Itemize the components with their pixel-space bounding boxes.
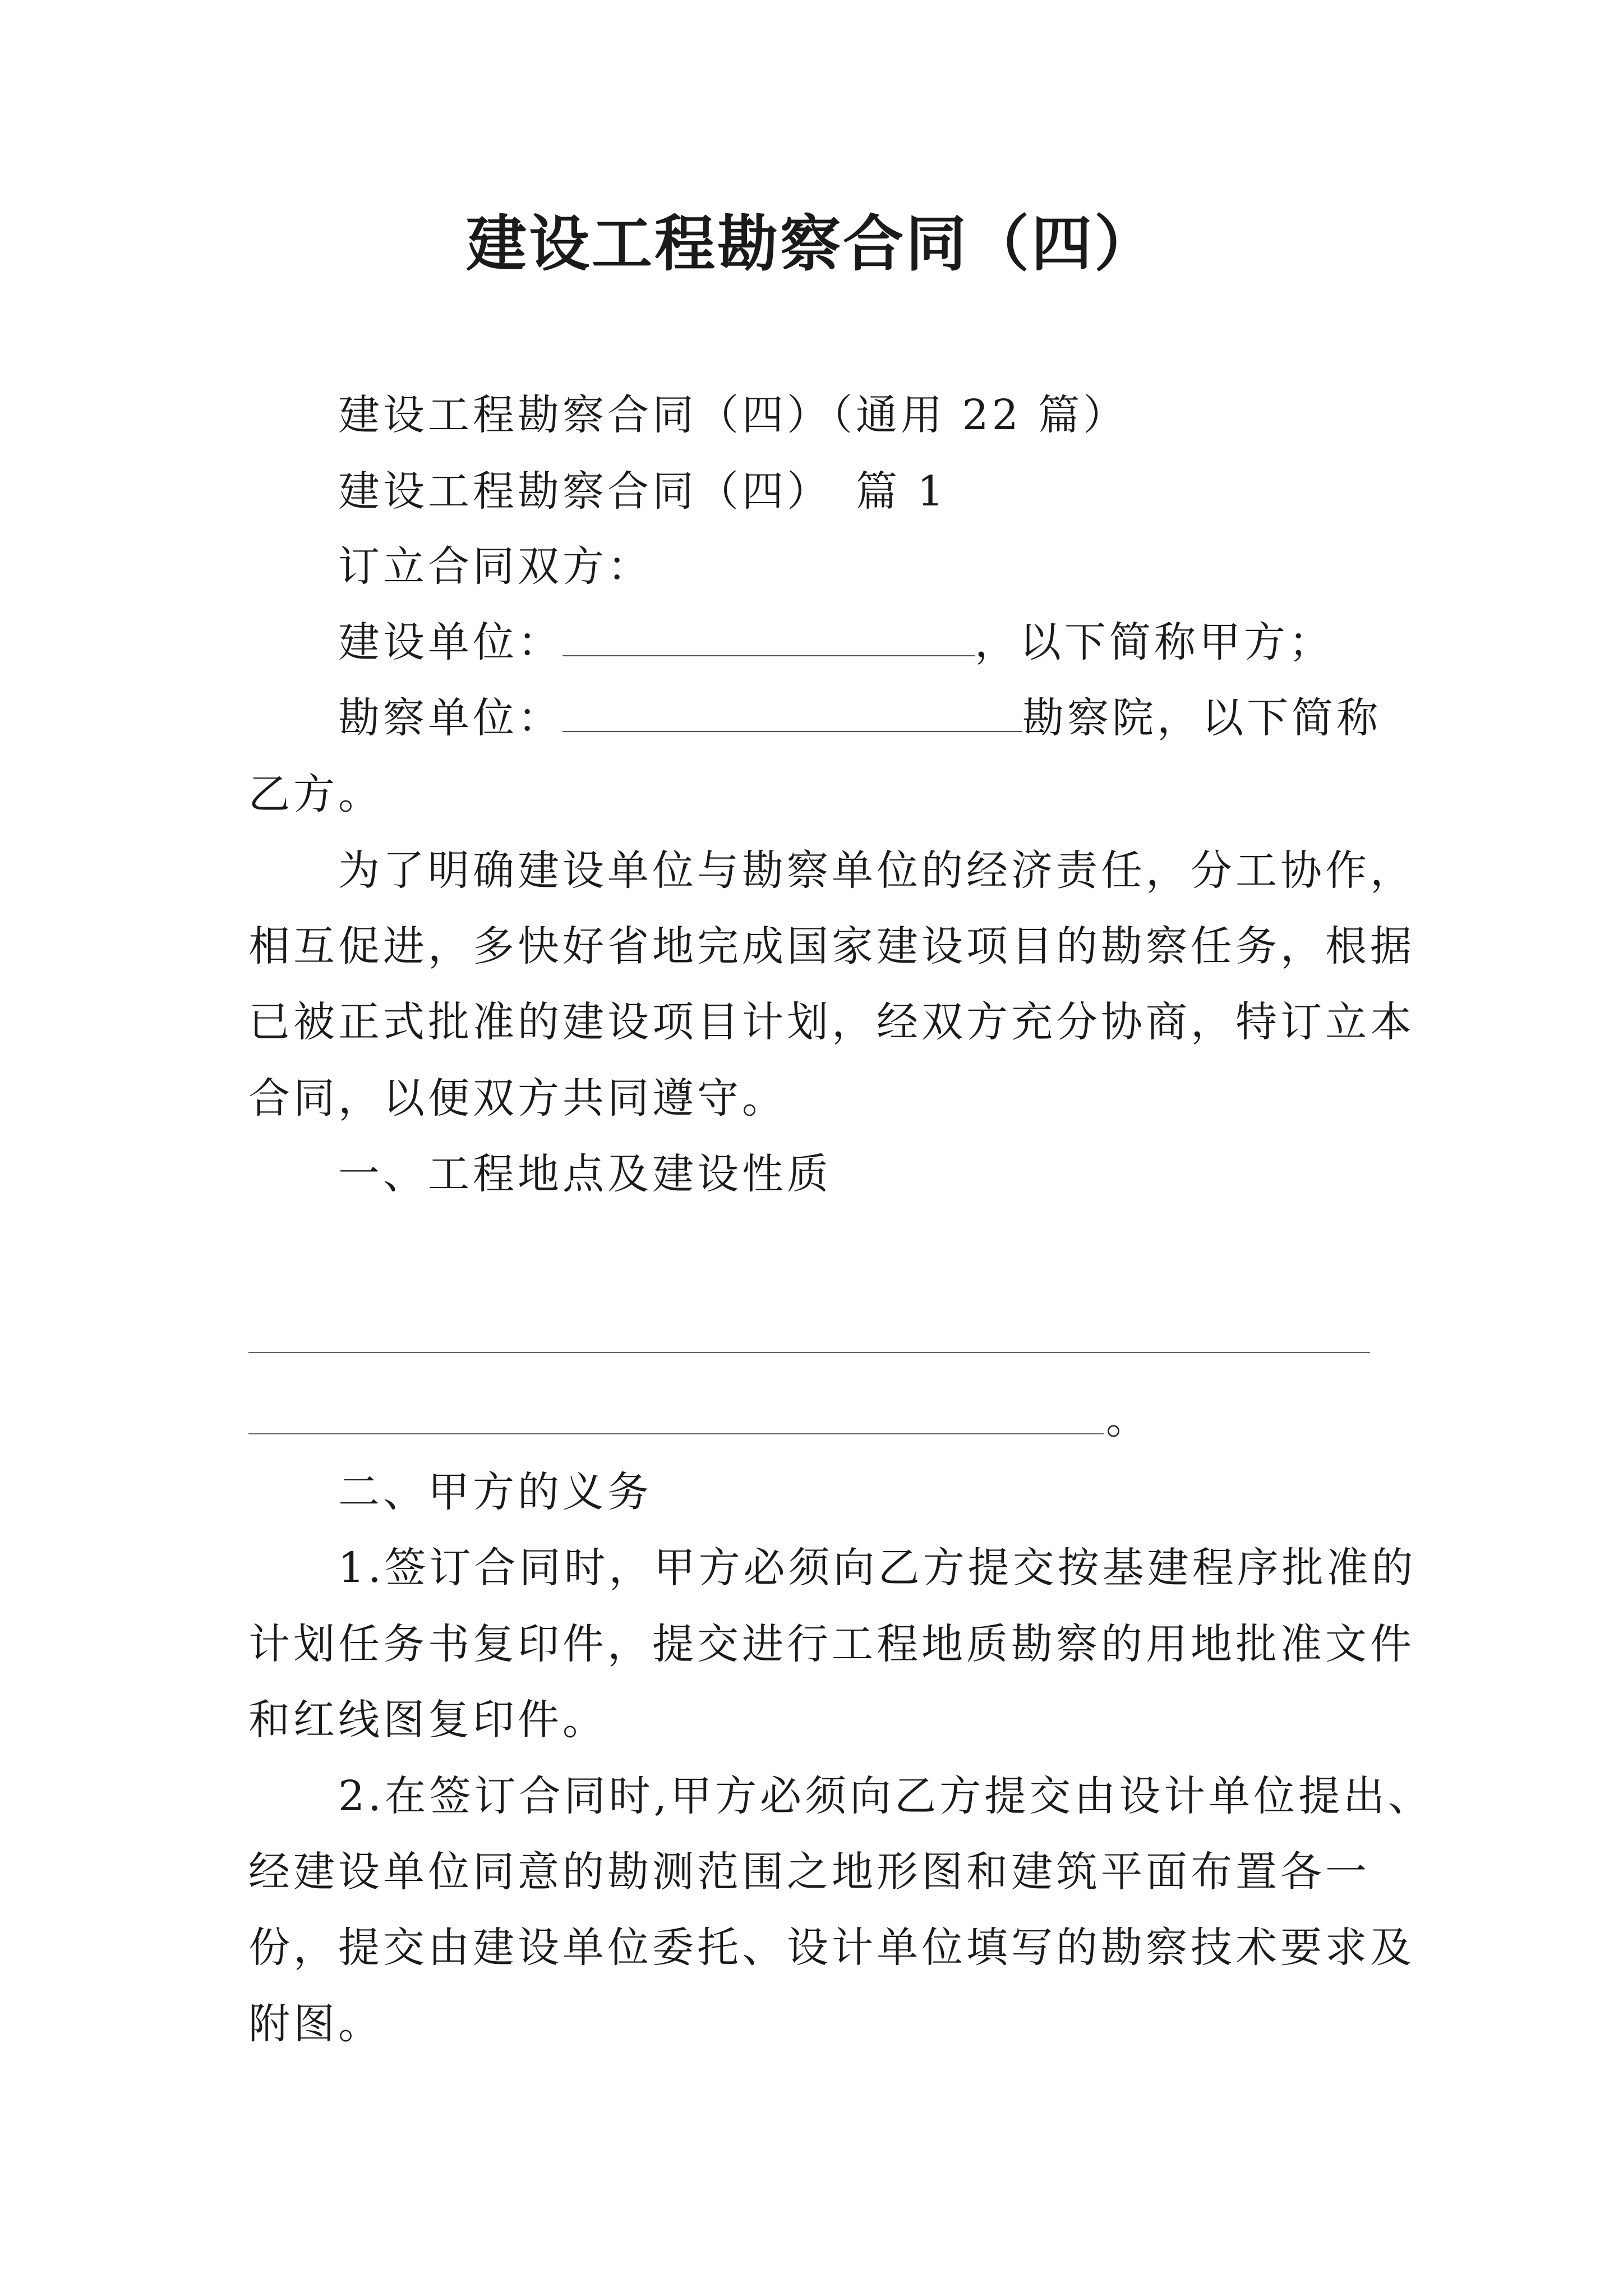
party-b-line — [338, 690, 1381, 746]
party-a-blank — [562, 616, 975, 656]
clause-2-item-2-line-3: 份，提交由建设单位委托、设计单位填写的勘察技术要求及 — [248, 1924, 1415, 1972]
purpose-line-3: 已被正式批准的建设项目计划，经双方充分协商，特订立本 — [248, 998, 1415, 1046]
clause-2-item-2-line-2: 经建设单位同意的勘测范围之地形图和建筑平面布置各一 — [248, 1848, 1370, 1896]
clause-2-item-2-line-1: 2.在签订合同时,甲方必须向乙方提交由设计单位提出、 — [338, 1772, 1433, 1820]
party-a-suffix: ，以下简称甲方； — [975, 618, 1334, 666]
party-b-blank — [562, 692, 1022, 732]
clause-2-item-1-line-1: 1.签订合同时，甲方必须向乙方提交按基建程序批准的 — [338, 1544, 1417, 1592]
section-heading: 建设工程勘察合同（四） 篇 1 — [338, 467, 947, 516]
document-subtitle: 建设工程勘察合同（四）（通用 22 篇） — [338, 391, 1128, 439]
parties-intro: 订立合同双方： — [338, 542, 652, 591]
party-a-label: 建设单位： — [338, 618, 562, 666]
clause-1-end-mark: 。 — [1106, 1395, 1147, 1443]
party-a-line — [338, 614, 1334, 670]
clause-2-item-1-line-2: 计划任务书复印件，提交进行工程地质勘察的用地批准文件 — [248, 1620, 1415, 1668]
purpose-line-1: 为了明确建设单位与勘察单位的经济责任，分工协作， — [338, 846, 1415, 895]
clause-2-heading: 二、甲方的义务 — [338, 1468, 652, 1516]
clause-2-item-1-line-3: 和红线图复印件。 — [248, 1696, 607, 1744]
party-b-continuation: 乙方。 — [248, 770, 383, 818]
clause-1-heading: 一、工程地点及建设性质 — [338, 1150, 832, 1198]
document-title: 建设工程勘察合同（四） — [465, 209, 1157, 279]
party-b-suffix: 勘察院，以下简称 — [1022, 694, 1381, 742]
clause-2-item-2-line-4: 附图。 — [248, 2000, 383, 2048]
clause-1-blank-line-2 — [248, 1433, 1104, 1434]
purpose-line-2: 相互促进，多快好省地完成国家建设项目的勘察任务，根据 — [248, 922, 1415, 970]
clause-1-blank-line-1 — [248, 1352, 1370, 1353]
party-b-label: 勘察单位： — [338, 694, 562, 742]
purpose-line-4: 合同，以便双方共同遵守。 — [248, 1074, 787, 1122]
